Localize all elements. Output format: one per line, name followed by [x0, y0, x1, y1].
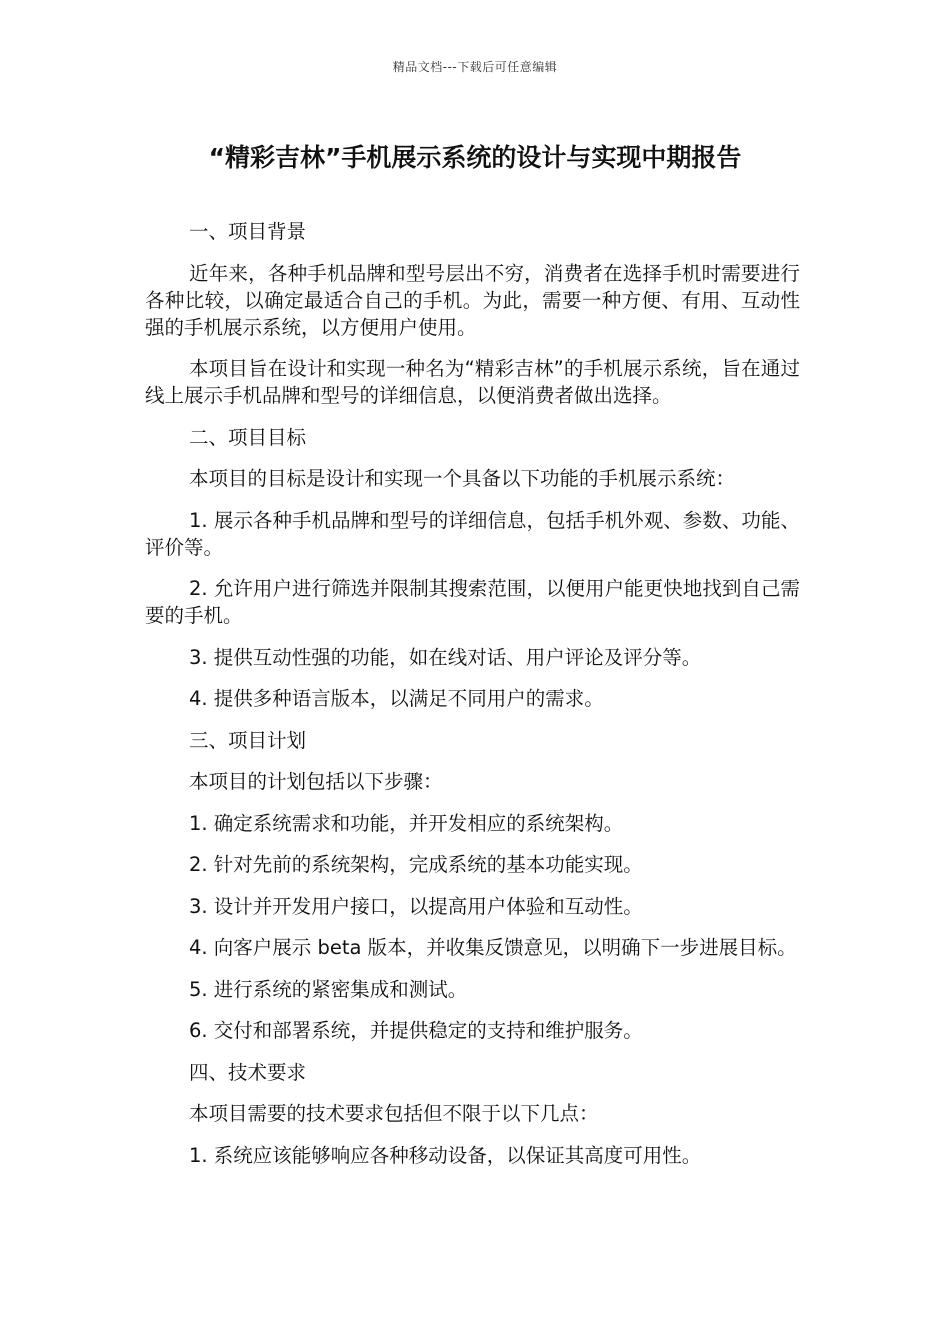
list-item-goal-1: 1. 展示各种手机品牌和型号的详细信息，包括手机外观、参数、功能、评价等。 — [145, 508, 800, 559]
list-item-goal-3: 3. 提供互动性强的功能，如在线对话、用户评论及评分等。 — [189, 645, 702, 669]
list-item-tech-1: 1. 系统应该能够响应各种移动设备，以保证其高度可用性。 — [189, 1143, 702, 1167]
section-heading-goals: 二、项目目标 — [189, 425, 307, 449]
page-header: 精品文档---下载后可任意编辑 — [392, 60, 558, 74]
paragraph-background-2: 本项目旨在设计和实现一种名为“精彩吉林”的手机展示系统，旨在通过线上展示手机品牌和型号的详细信息，以便消费者做出选择。 — [145, 357, 800, 407]
document-title: “精彩吉林”手机展示系统的设计与实现中期报告 — [208, 143, 742, 172]
section-heading-plan: 三、项目计划 — [189, 728, 307, 752]
list-item-plan-4: 4. 向客户展示 beta 版本，并收集反馈意见，以明确下一步进展目标。 — [189, 936, 797, 959]
section-heading-tech: 四、技术要求 — [189, 1060, 307, 1084]
list-item-plan-1: 1. 确定系统需求和功能，并开发相应的系统架构。 — [189, 811, 624, 835]
paragraph-plan-intro: 本项目的计划包括以下步骤： — [189, 770, 443, 793]
section-heading-background: 一、项目背景 — [189, 220, 307, 243]
paragraph-background-1: 近年来，各种手机品牌和型号层出不穷，消费者在选择手机时需要进行各种比较，以确定最适合自己的手机。为此，需要一种方便、有用、互动性强的手机展示系统，以方便用户使用。 — [145, 261, 800, 339]
list-item-plan-2: 2. 针对先前的系统架构，完成系统的基本功能实现。 — [189, 853, 643, 876]
list-item-plan-5: 5. 进行系统的紧密集成和测试。 — [189, 977, 468, 1001]
paragraph-goals-intro: 本项目的目标是设计和实现一个具备以下功能的手机展示系统： — [189, 467, 736, 490]
document-body — [145, 218, 800, 1183]
list-item-plan-3: 3. 设计并开发用户接口，以提高用户体验和互动性。 — [189, 894, 643, 918]
list-item-goal-2: 2. 允许用户进行筛选并限制其搜索范围，以便用户能更快地找到自己需要的手机。 — [145, 577, 800, 627]
list-item-goal-4: 4. 提供多种语言版本，以满足不同用户的需求。 — [189, 687, 604, 710]
paragraph-tech-intro: 本项目需要的技术要求包括但不限于以下几点： — [189, 1102, 599, 1125]
list-item-plan-6: 6. 交付和部署系统，并提供稳定的支持和维护服务。 — [189, 1019, 643, 1042]
